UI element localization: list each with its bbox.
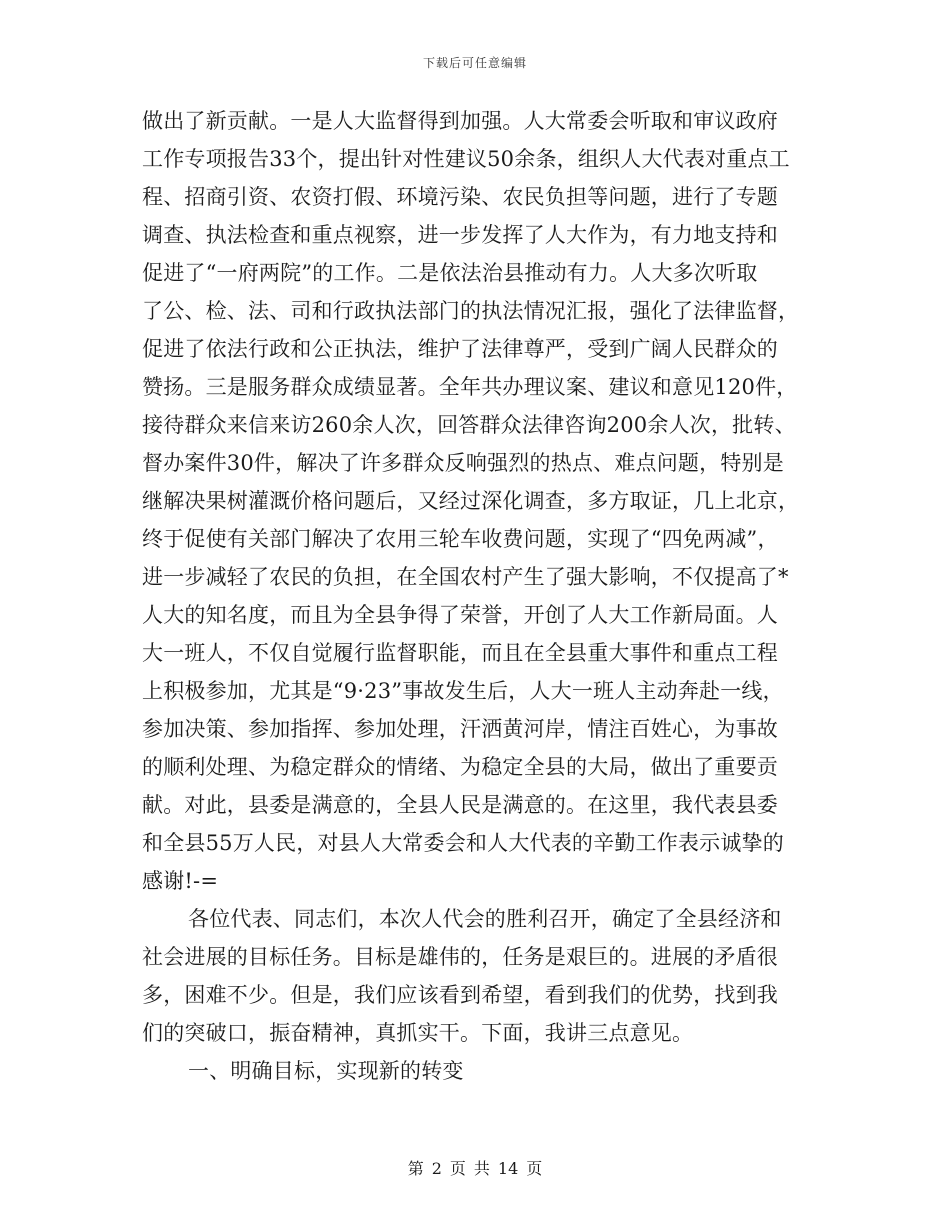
- footer-total-unit: 页: [526, 1159, 543, 1178]
- paragraph-1: [142, 102, 822, 900]
- footer-total-pages: 14: [497, 1159, 519, 1178]
- text-line: 促进了依法行政和公正执法，维护了法律尊严，受到广阔人民群众的: [142, 337, 778, 361]
- text-line: 继解决果树灌溉价格问题后，又经过深化调查，多方取证，几上北京，: [142, 489, 800, 513]
- page-header: 下载后可任意编辑: [422, 56, 527, 70]
- text-line: 了公、检、法、司和行政执法部门的执法情况汇报，强化了法律监督，: [142, 299, 800, 323]
- text-line: 督办案件30件，解决了许多群众反响强烈的热点、难点问题，特别是: [142, 451, 784, 475]
- footer-total-label: 共: [473, 1159, 490, 1178]
- footer-current-page: 2: [431, 1159, 442, 1178]
- text-line: 大一班人，不仅自觉履行监督职能，而且在全县重大事件和重点工程: [142, 641, 778, 665]
- text-line: 们的突破口，振奋精神，真抓实干。下面，我讲三点意见。: [142, 1021, 694, 1045]
- text-line: 社会进展的目标任务。目标是雄伟的，任务是艰巨的。进展的矛盾很: [142, 945, 778, 969]
- text-line: 感谢!-=: [142, 869, 219, 893]
- text-line: 参加决策、参加指挥、参加处理，汗洒黄河岸，情注百姓心，为事故: [142, 717, 778, 741]
- footer-page-label: 第: [407, 1159, 424, 1178]
- text-line: 工作专项报告33个，提出针对性建议50余条，组织人大代表对重点工: [142, 147, 790, 171]
- section-heading: [142, 1052, 822, 1090]
- text-line: 的顺利处理、为稳定群众的情绪、为稳定全县的大局，做出了重要贡: [142, 755, 778, 779]
- text-line: 多，困难不少。但是，我们应该看到希望，看到我们的优势，找到我: [142, 983, 778, 1007]
- text-line: 上积极参加，尤其是“9·23”事故发生后，人大一班人主动奔赴一线，: [142, 679, 784, 703]
- text-line: 终于促使有关部门解决了农用三轮车收费问题，实现了“四免两减”，: [142, 527, 779, 551]
- text-line: 接待群众来信来访260余人次，回答群众法律咨询200余人次，批转、: [142, 413, 796, 437]
- text-line: 各位代表、同志们，本次人代会的胜利召开，确定了全县经济和: [188, 907, 782, 931]
- text-line: 程、招商引资、农资打假、环境污染、农民负担等问题，进行了专题: [142, 185, 778, 209]
- document-body: [142, 102, 822, 1090]
- text-line: 和全县55万人民，对县人大常委会和人大代表的辛勤工作表示诚挚的: [142, 831, 784, 855]
- text-line: 人大的知名度，而且为全县争得了荣誉，开创了人大工作新局面。人: [142, 603, 778, 627]
- text-line: 调查、执法检查和重点视察，进一步发挥了人大作为，有力地支持和: [142, 223, 778, 247]
- heading-text: 一、明确目标，实现新的转变: [188, 1059, 464, 1083]
- text-line: 做出了新贡献。一是人大监督得到加强。人大常委会听取和审议政府: [142, 109, 778, 133]
- paragraph-2: [142, 900, 822, 1052]
- text-line: 赞扬。三是服务群众成绩显著。全年共办理议案、建议和意见120件，: [142, 375, 798, 399]
- footer-page-unit: 页: [449, 1159, 466, 1178]
- page-footer: [0, 1156, 950, 1179]
- text-line: 献。对此，县委是满意的，全县人民是满意的。在这里，我代表县委: [142, 793, 778, 817]
- text-line: 促进了“一府两院”的工作。二是依法治县推动有力。人大多次听取: [142, 261, 758, 285]
- text-line: 进一步减轻了农民的负担，在全国农村产生了强大影响，不仅提高了*: [142, 565, 789, 589]
